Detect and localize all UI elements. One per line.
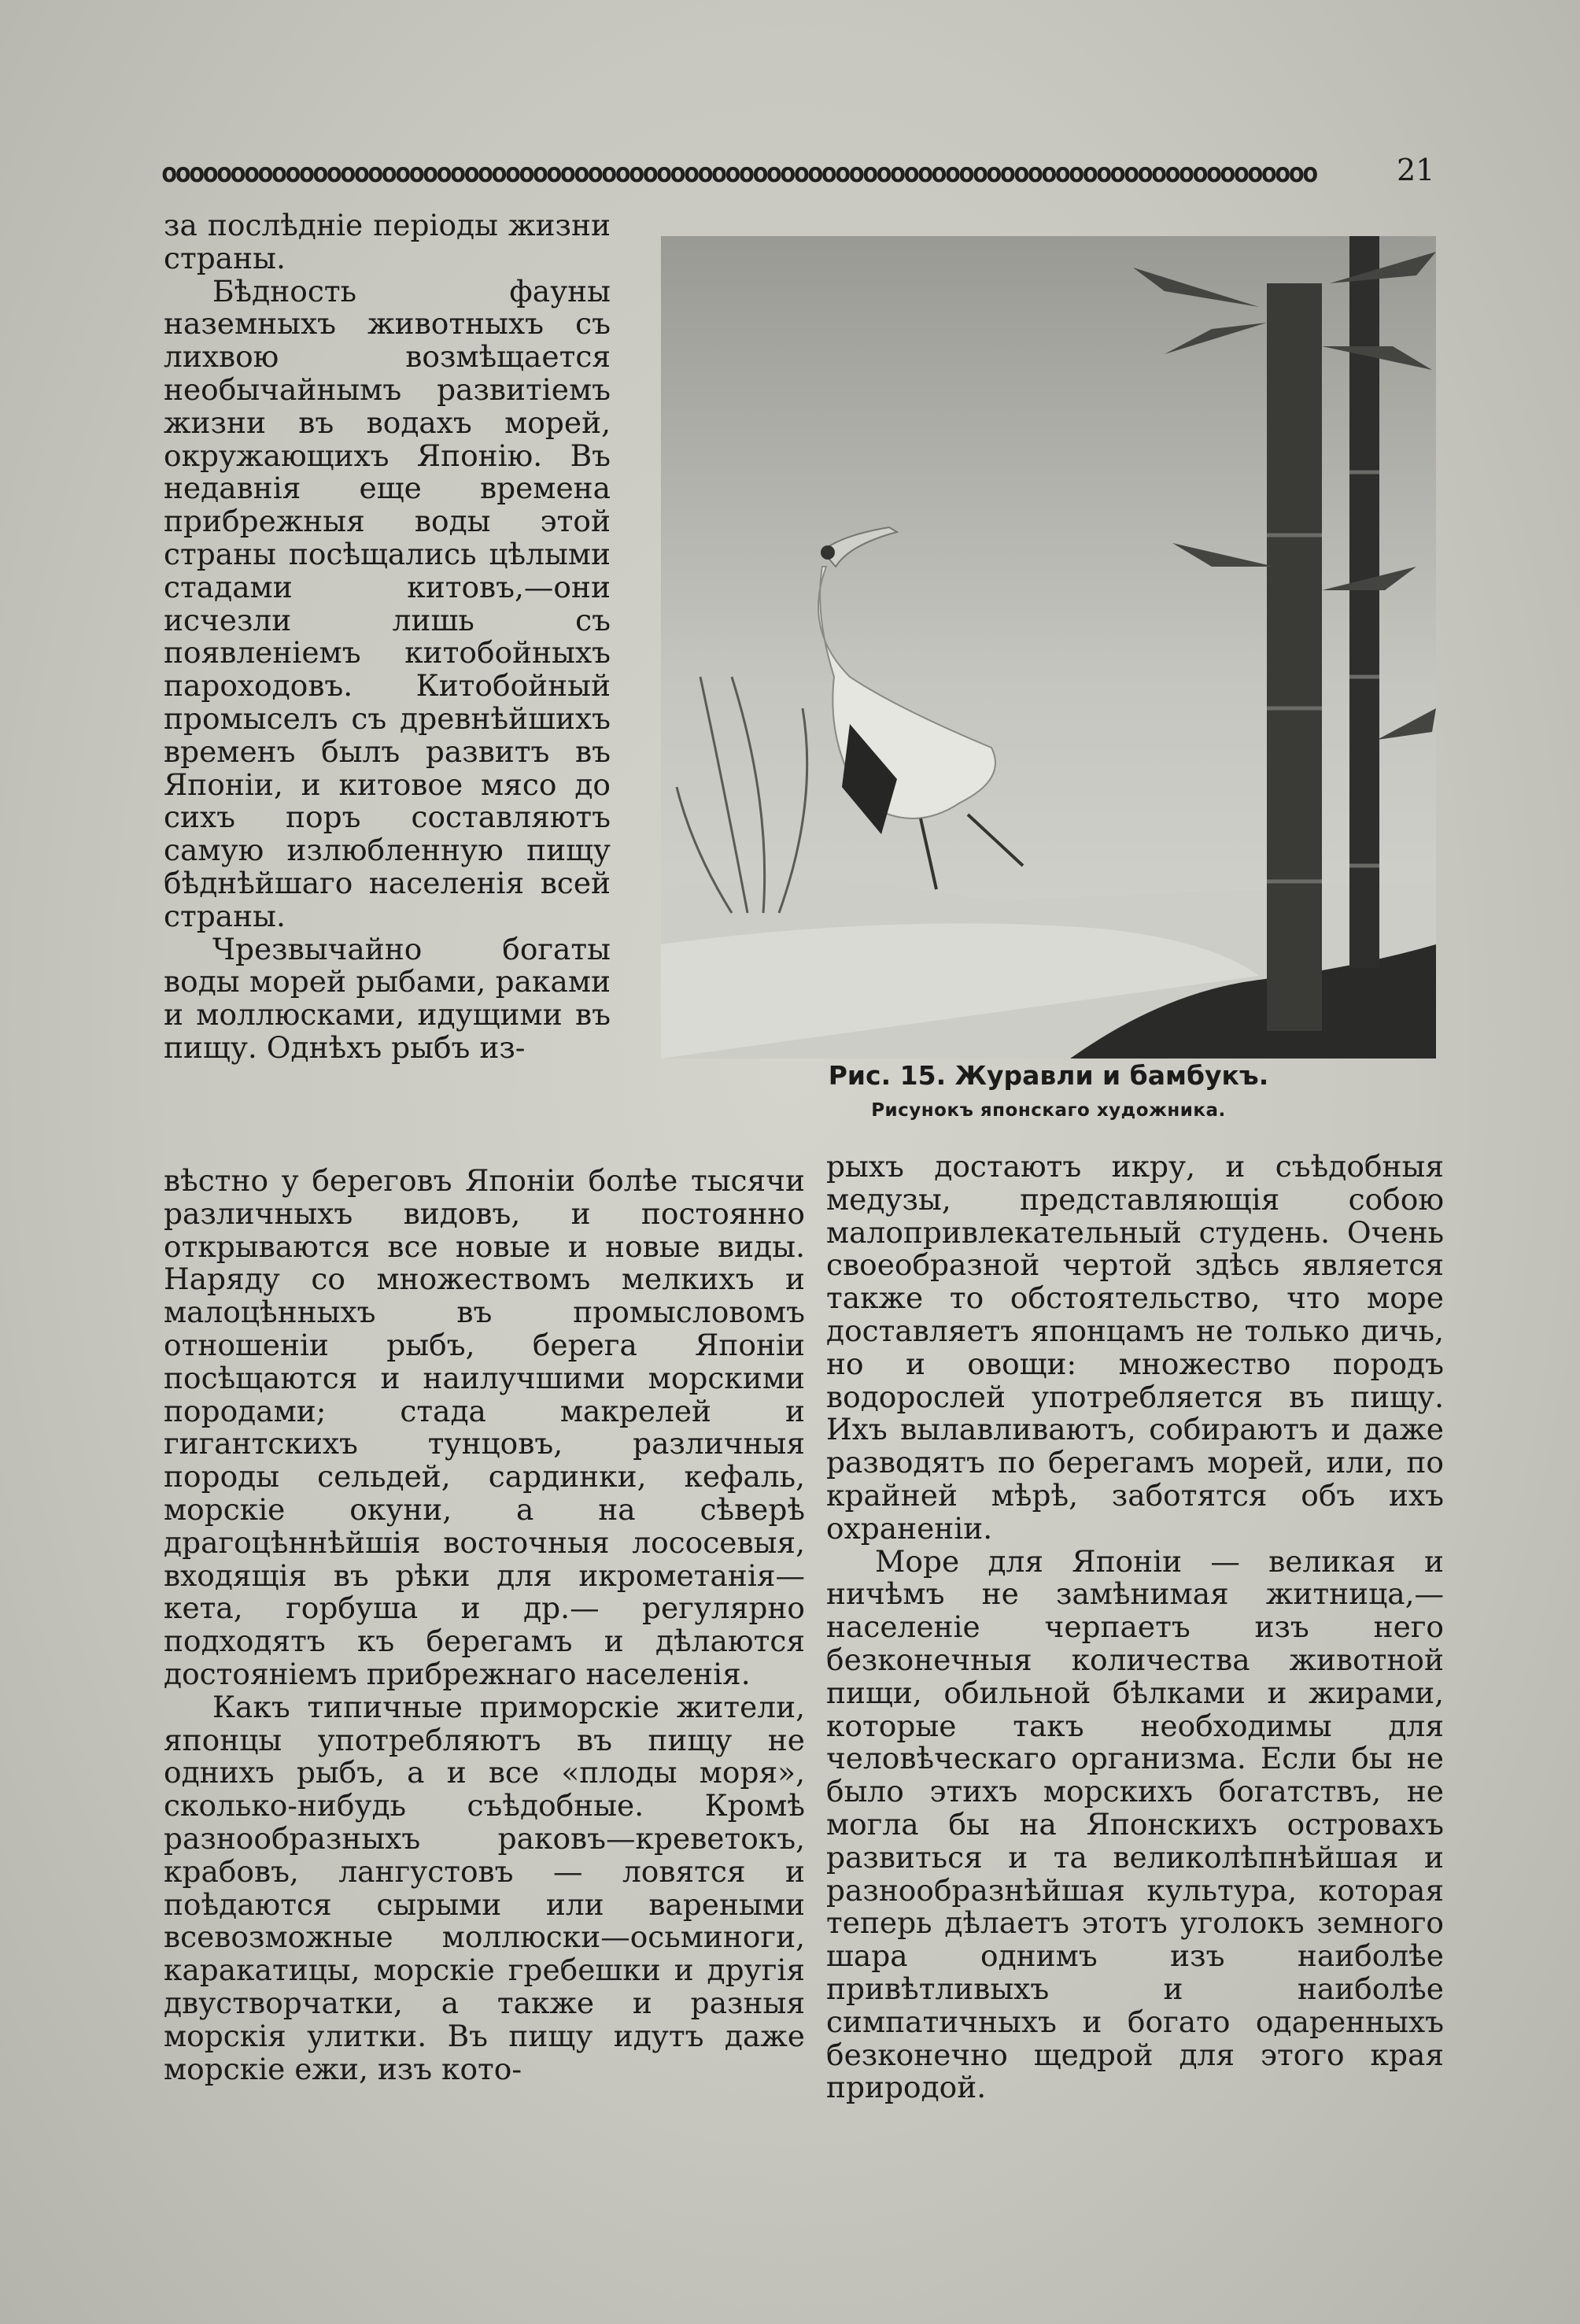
paragraph: Море для Японіи — великая и ничѣмъ не замѣнимая житница,—населеніе черпаетъ изъ него безконечныя количества животной пищи, обильной бѣлками и жирами, которые такъ необходимы для человѣческаго организма. Если бы не было этихъ морскихъ богатствъ, не могла бы на Японскихъ островахъ развиться и та великолѣпнѣйшая и разнообразнѣйшая культура, которая теперь дѣлаетъ этотъ уголокъ земного шара однимъ изъ наиболѣе привѣтливыхъ и наиболѣе симпатичныхъ и богато одаренныхъ безконечно щедрой для этого края природой. [826, 1543, 1444, 2105]
header-ornament-border [161, 157, 1369, 189]
paragraph: Какъ типичные приморскіе жители, японцы употребляютъ въ пищу не однихъ рыбъ, а и все «плоды моря», сколько-нибудь съѣдобные. Кромѣ разнообразныхъ раковъ—креветокъ, крабовъ, лангустовъ — ловятся и поѣдаются сырыми или вареными всевозможные моллюски—осьминоги, каракатицы, морскіе гребешки и другія двустворчатки, а также и разныя морскія улитки. Въ пищу идутъ даже морскіе ежи, изъ кото- [164, 1689, 805, 2086]
text-column-right [826, 1151, 1444, 2104]
crane-and-bamboo-illustration [661, 236, 1436, 1059]
ornament-chain: oooooooooooooooooooooooooooooooooooooooooooooooooooooooooooooooooooooooooooooooooooo [161, 157, 1316, 189]
figure-caption-subtitle: Рисунокъ японскаго художника. [871, 1100, 1226, 1121]
paragraph: рыхъ достаютъ икру, и съѣдобныя медузы, представляющія собою малопривлекательный студень. Очень своеобразной чертой здѣсь является также то обстоятельство, что море доставляетъ японцамъ не только дичь, но и овощи: множество породъ водорослей употребляется въ пищу. Ихъ вылавливаютъ, собираютъ и даже разводятъ по берегамъ морей, или, по крайней мѣрѣ, заботятся объ ихъ охраненіи. [826, 1149, 1444, 1546]
text-column-left-lower [164, 1165, 805, 2086]
paragraph: Бѣдность фауны наземныхъ животныхъ съ лихвою возмѣщается необычайнымъ развитіемъ жизни въ водахъ морей, окружающихъ Японію. Въ недавнія еще времена прибрежныя воды этой страны посѣщались цѣлыми стадами китовъ,—они исчезли лишь съ появленіемъ китобойныхъ пароходовъ. Китобойный промыселъ съ древнѣйшихъ временъ былъ развитъ въ Японіи, и китовое мясо до сихъ поръ составляютъ самую излюбленную пищу бѣднѣйшаго населенія всей страны. [164, 273, 611, 933]
figure-caption-title: Рис. 15. Журавли и бамбукъ. [828, 1060, 1269, 1091]
page-number: 21 [1397, 153, 1435, 187]
text-column-left-upper [164, 209, 611, 1065]
paragraph: Чрезвычайно богаты воды морей рыбами, раками и моллюсками, идущими въ пищу. Однѣхъ рыбъ из- [164, 931, 611, 1065]
figure-crane-bamboo [661, 236, 1436, 1059]
bamboo-stalk-right [1349, 236, 1379, 968]
paragraph: за послѣдніе періоды жизни страны. [164, 208, 611, 275]
bamboo-stalk-left [1267, 283, 1322, 1031]
paragraph: вѣстно у береговъ Японіи болѣе тысячи различныхъ видовъ, и постоянно открываются все новые и новые виды. Наряду со множествомъ мелкихъ и малоцѣнныхъ въ промысловомъ отношеніи рыбъ, берега Японіи посѣщаются и наилучшими морскими породами; стада макрелей и гигантскихъ тунцовъ, различныя породы сельдей, сардинки, кефаль, морскіе окуни, а на сѣверѣ драгоцѣннѣйшія восточныя лососевыя, входящія въ рѣки для икрометанія—кета, горбуша и др.— регулярно подходятъ къ берегамъ и дѣлаются достояніемъ прибрежнаго населенія. [164, 1163, 805, 1691]
